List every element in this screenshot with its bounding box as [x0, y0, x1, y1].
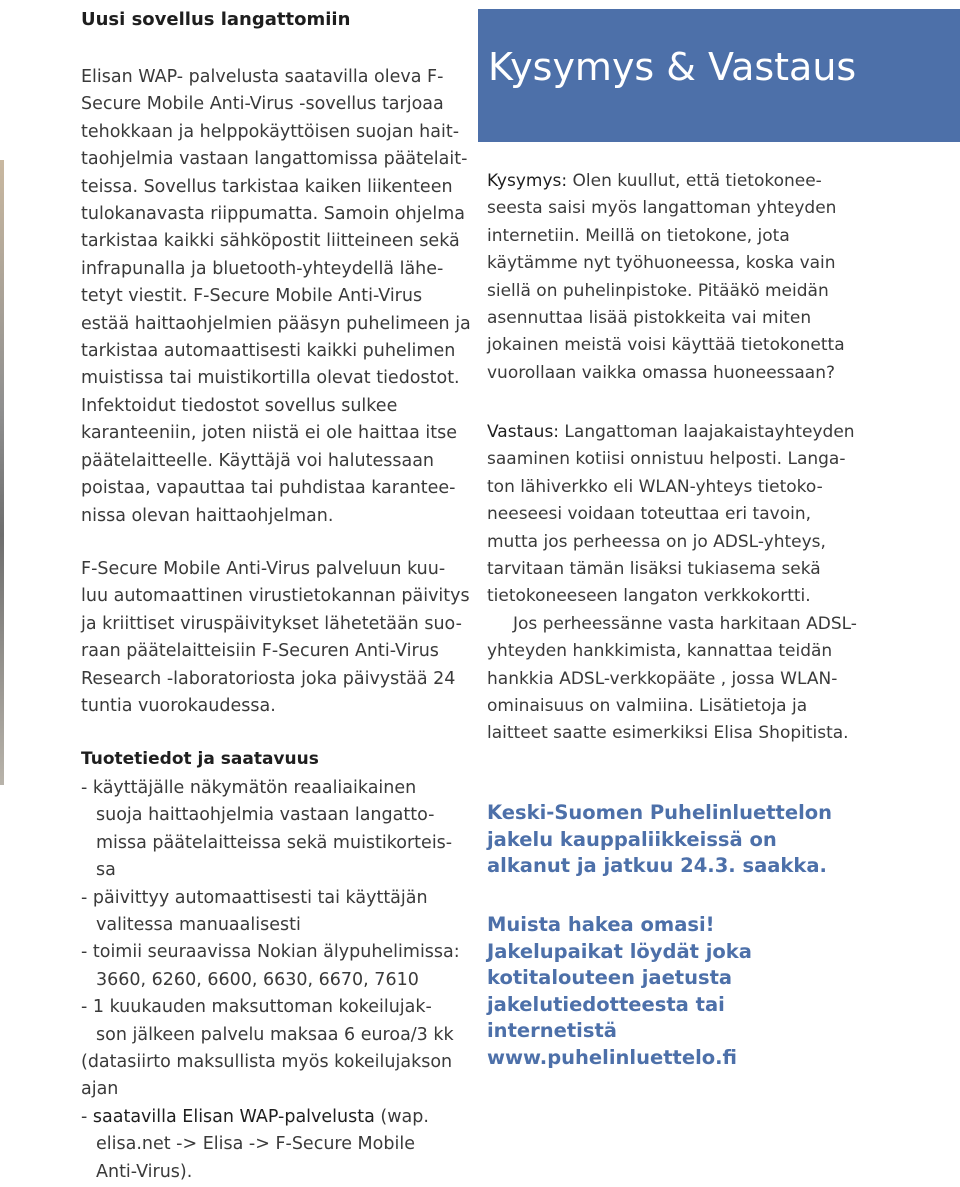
text-line: Muista hakea omasi! — [487, 913, 715, 936]
text-line: (datasiirto maksullista myös kokeilujakson — [81, 1052, 453, 1073]
list-item — [81, 1104, 460, 1186]
text-line: Infektoidut tiedostot sovellus sulkee — [81, 395, 398, 416]
text-line: yhteyden hankkimista, kannattaa teidän — [487, 641, 833, 662]
text-line: elisa.net -> Elisa -> F-Secure Mobile — [96, 1134, 415, 1155]
text-line: suoja haittaohjelmia vastaan langatto- — [96, 805, 435, 826]
answer-label: Vastaus: — [487, 422, 560, 442]
text-line: - käyttäjälle näkymätön reaaliaikainen — [81, 778, 417, 798]
text-line: ja kriittiset viruspäivitykset lähetetään suo- — [81, 613, 462, 634]
photo-edge-strip — [0, 160, 4, 785]
wap-service-highlight: saatavilla Elisan WAP-palvelusta — [92, 1106, 375, 1127]
text-line: - toimii seuraavissa Nokian älypuhelimissa: — [81, 942, 460, 963]
text-line: Anti-Virus). — [96, 1161, 193, 1182]
text-line: nissa olevan haittaohjelman. — [81, 505, 334, 526]
text-line: internetistä — [487, 1019, 617, 1043]
text-line: teissa. Sovellus tarkistaa kaiken liikenteen — [81, 176, 453, 197]
text-line: 3660, 6260, 6600, 6630, 6670, 7610 — [96, 969, 419, 990]
question-label: Kysymys: — [487, 171, 568, 191]
text-line: hankkia ADSL-verkkopäätе , jossa WLAN- — [487, 668, 838, 689]
text-line: siellä on puhelinpistoke. Pitääkö meidän — [487, 280, 829, 301]
text-line: Research -laboratoriosta joka päivystää 24 — [81, 668, 456, 689]
text-line: jakelu kauppaliikkeissä on — [487, 827, 777, 851]
text-line: Keski-Suomen Puhelinluettelon — [487, 801, 833, 824]
question-block — [487, 168, 845, 387]
article-paragraph-1 — [81, 64, 471, 530]
text-line: muistissa tai muistikortilla olevat tiedostot. — [81, 368, 460, 389]
text-line: internetiin. Meillä on tietokone, jota — [487, 225, 790, 246]
directory-distribution-notice — [487, 800, 832, 880]
text-line: Jos perheessänne vasta harkitaan ADSL- — [513, 613, 857, 634]
text-line: luu automaattinen virustietokannan päivitys — [81, 586, 470, 607]
text-line: tietokoneeseen langaton verkkokortti. — [487, 586, 811, 607]
text-line: estää haittaohjelmien pääsyn puhelimeen ja — [81, 313, 471, 334]
qa-banner-title: Kysymys & Vastaus — [488, 45, 857, 89]
text-line: infrapunalla ja bluetooth-yhteydellä lähe- — [81, 258, 444, 279]
article-paragraph-2 — [81, 556, 470, 720]
text-line: jokainen meistä voisi käyttää tietokonetta — [487, 335, 845, 356]
text-line: päätelaitteelle. Käyttäjä voi halutessaan — [81, 450, 435, 471]
text-line: ton lähiverkko eli WLAN-yhteys tietoko- — [487, 476, 823, 497]
text-line: mutta jos perheessa on jo ADSL-yhteys, — [487, 531, 826, 552]
text-line — [487, 168, 845, 195]
text-line: Secure Mobile Anti-Virus -sovellus tarjoaa — [81, 94, 444, 115]
text-line: Jakelupaikat löydät joka — [487, 939, 752, 963]
text-line: alkanut ja jatkuu 24.3. saakka. — [487, 854, 827, 878]
text-line — [487, 419, 857, 446]
qa-banner — [478, 9, 960, 142]
text-line: tulokanavasta riippumatta. Samoin ohjelma — [81, 204, 465, 225]
text-line: tarvitaan tämän lisäksi tukiasema sekä — [487, 559, 821, 580]
directory-website-link[interactable]: www.puhelinluettelo.fi — [487, 1045, 738, 1069]
text-fragment: Langattoman laajakaistayhteyden — [559, 422, 855, 442]
text-line: sa — [96, 860, 116, 881]
product-info-list — [81, 775, 460, 1186]
text-line: ominaisuus on valmiina. Lisätietoja ja — [487, 696, 808, 717]
text-line — [81, 1104, 460, 1131]
text-line: kotitalouteen jaetusta — [487, 966, 733, 990]
text-line: karanteeniin, joten niistä ei ole haittaa itse — [81, 423, 458, 444]
text-fragment: (wap. — [374, 1106, 429, 1127]
text-line: valitessa manuaalisesti — [96, 915, 301, 936]
text-line: son jälkeen palvelu maksaa 6 euroa/3 kk — [96, 1024, 454, 1045]
directory-reminder — [487, 912, 752, 1072]
text-line: missa päätelaitteissa sekä muistikorteis- — [96, 832, 453, 853]
list-item — [81, 885, 460, 940]
product-info-heading: Tuotetiedot ja saatavuus — [81, 749, 319, 769]
text-line: tetyt viestit. F-Secure Mobile Anti-Virus — [81, 286, 423, 307]
text-line: ajan — [81, 1079, 119, 1100]
text-line: tarkistaa automaattisesti kaikki puhelimen — [81, 341, 456, 362]
text-line: taohjelmia vastaan langattomissa päätelait- — [81, 149, 468, 170]
text-line: Elisan WAP- palvelusta saatavilla oleva F- — [81, 67, 444, 87]
text-line: - päivittyy automaattisesti tai käyttäjän — [81, 887, 428, 908]
list-item — [81, 994, 460, 1104]
text-line: seesta saisi myös langattoman yhteyden — [487, 198, 837, 219]
text-line: laitteet saatte esimerkiksi Elisa Shopitista. — [487, 723, 849, 744]
text-line: raan päätelaitteisiin F-Securen Anti-Virus — [81, 641, 439, 662]
text-line: poistaa, vapauttaa tai puhdistaa karantee- — [81, 478, 456, 499]
text-line: vuorollaan vaikka omassa huoneessaan? — [487, 362, 836, 383]
dash: - — [81, 1106, 93, 1127]
text-line: F-Secure Mobile Anti-Virus palveluun kuu- — [81, 559, 446, 579]
text-fragment: Olen kuullut, että tietokonee- — [567, 171, 822, 191]
text-line: saaminen kotiisi onnistuu helposti. Langa- — [487, 449, 846, 470]
text-line: tuntia vuorokaudessa. — [81, 696, 276, 717]
text-line: - 1 kuukauden maksuttoman kokeilujak- — [81, 997, 432, 1018]
text-line: käytämme nyt työhuoneessa, koska vain — [487, 253, 836, 274]
article-heading: Uusi sovellus langattomiin — [81, 9, 351, 30]
answer-block — [487, 419, 857, 748]
text-line: asennuttaa lisää pistokkeita vai miten — [487, 308, 812, 329]
list-item — [81, 775, 460, 885]
text-line: jakelutiedotteesta tai — [487, 992, 725, 1016]
list-item — [81, 939, 460, 994]
text-line: tehokkaan ja helppokäyttöisen suojan hait- — [81, 121, 460, 142]
text-line: tarkistaa kaikki sähköpostit liitteineen sekä — [81, 231, 460, 252]
text-line: neeseesi voidaan toteuttaa eri tavoin, — [487, 504, 811, 525]
